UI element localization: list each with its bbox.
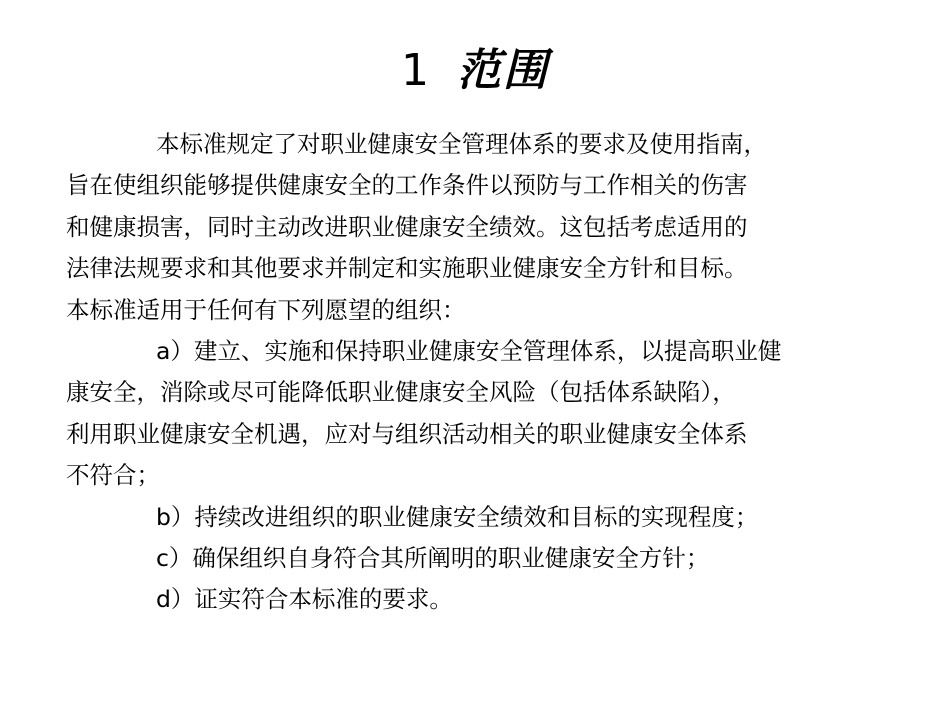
- list-item-b: b）持续改进组织的职业健康安全绩效和目标的实现程度；: [156, 502, 759, 531]
- list-item-c: c）确保组织自身符合其所阐明的职业健康安全方针；: [156, 543, 710, 572]
- paragraph-line: 和健康损害，同时主动改进职业健康安全绩效。这包括考虑适用的: [66, 212, 748, 241]
- paragraph-line: 旨在使组织能够提供健康安全的工作条件以预防与工作相关的伤害: [66, 171, 748, 200]
- paragraph-line: 法律法规要求和其他要求并制定和实施职业健康安全方针和目标。: [66, 254, 748, 283]
- section-number: 1: [401, 45, 431, 96]
- paragraph-line: 本标准适用于任何有下列愿望的组织：: [66, 295, 466, 324]
- paragraph-line: 本标准规定了对职业健康安全管理体系的要求及使用指南，: [156, 130, 767, 158]
- list-item-a-continued: 康安全，消除或尽可能降低职业健康安全风险（包括体系缺陷），: [66, 378, 736, 407]
- list-item-a-continued: 不符合；: [66, 461, 160, 490]
- list-item-a-continued: 利用职业健康安全机遇，应对与组织活动相关的职业健康安全体系: [66, 419, 748, 448]
- list-item-d: d）证实符合本标准的要求。: [156, 585, 453, 614]
- body-text: [66, 124, 886, 621]
- page-title: [0, 44, 950, 98]
- section-title: 范围: [457, 45, 549, 96]
- list-item-a: a）建立、实施和保持职业健康安全管理体系，以提高职业健: [156, 336, 782, 365]
